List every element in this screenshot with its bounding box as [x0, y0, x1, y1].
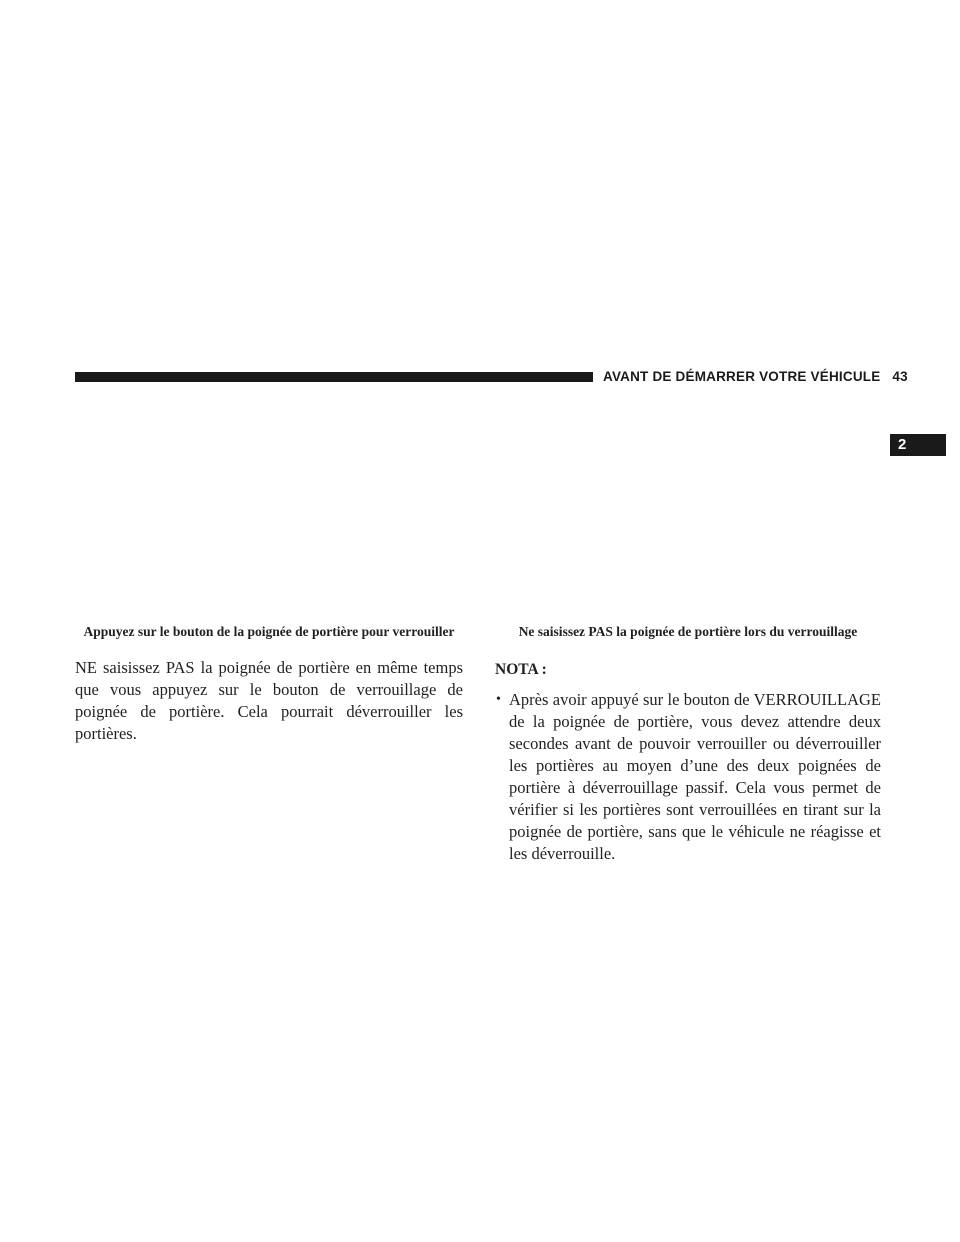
note-heading: NOTA :: [495, 661, 547, 678]
figure-caption-left: Appuyez sur le bouton de la poignée de portière pour verrouiller: [83, 624, 455, 639]
running-header: [603, 368, 908, 386]
figure-caption-right: Ne saisissez PAS la poignée de portière lors du verrouillage: [518, 624, 858, 639]
bullet-icon: •: [496, 692, 501, 707]
header-rule: [75, 372, 593, 382]
section-title: AVANT DE DÉMARRER VOTRE VÉHICULE: [603, 369, 881, 384]
page-number: 43: [892, 369, 908, 384]
list-item: [495, 689, 881, 865]
warning-paragraph: NE saisissez PAS la poignée de portière en même temps que vous appuyez sur le bouton de verrouillage de poignée de portière. Cela pourrait déverrouiller les portières.: [75, 658, 463, 743]
note-list: [495, 689, 881, 865]
chapter-tab: 2: [890, 434, 946, 456]
list-item-text: Après avoir appuyé sur le bouton de VERROUILLAGE de la poignée de portière, vous devez attendre deux secondes avant de pouvoir verrouiller ou déverrouiller les portières au moyen d’une des deux poignées de portière à déverrouillage passif. Cela vous permet de vérifier si les portières sont verrouillées en tirant sur la poignée de portière, sans que le véhicule ne réagisse et les déverrouille.: [509, 690, 881, 863]
